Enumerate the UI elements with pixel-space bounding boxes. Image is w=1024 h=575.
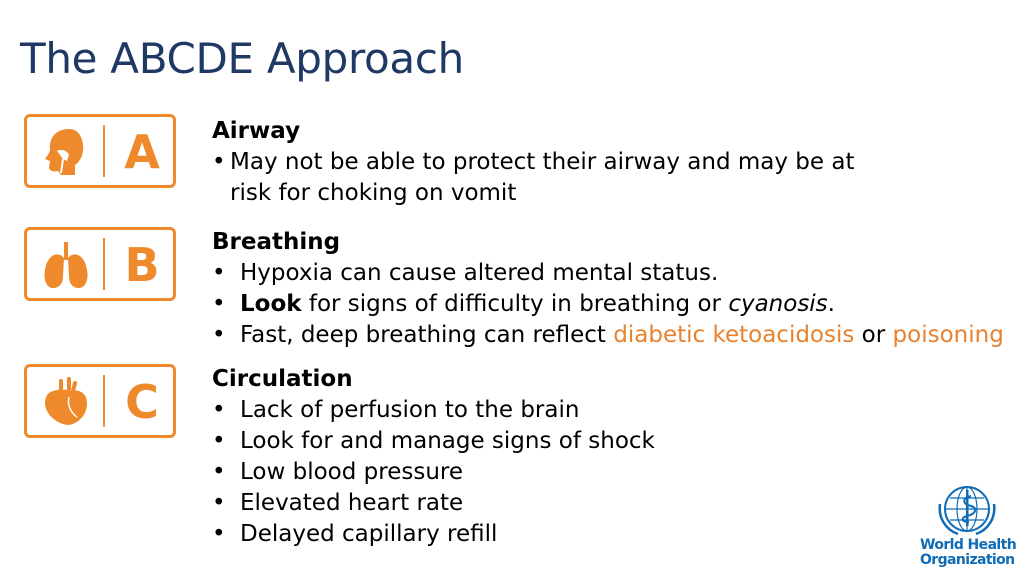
- letter-a: A: [124, 125, 160, 179]
- list-item: • Hypoxia can cause altered mental status.: [212, 258, 1004, 289]
- circulation-heading: Circulation: [212, 366, 353, 392]
- head-airway-icon: [39, 125, 93, 179]
- diabetic-ketoacidosis-term: diabetic ketoacidosis: [613, 322, 855, 348]
- who-logo-text: World Health Organization: [920, 537, 1017, 568]
- slide-title: The ABCDE Approach: [20, 34, 464, 83]
- letter-b: B: [124, 238, 160, 292]
- who-emblem-icon: [938, 484, 996, 536]
- heart-icon: [39, 375, 93, 429]
- poisoning-term: poisoning: [892, 322, 1004, 348]
- list-item: • May not be able to protect their airway and may be at risk for choking on vomit: [212, 147, 880, 209]
- breathing-section: [212, 227, 1004, 351]
- icon-divider: [103, 125, 105, 177]
- list-item: • Lack of perfusion to the brain: [212, 395, 655, 426]
- airway-heading: Airway: [212, 118, 301, 144]
- list-item: • Elevated heart rate: [212, 488, 655, 519]
- who-logo: [920, 484, 1016, 572]
- icon-divider: [103, 375, 105, 427]
- icon-divider: [103, 238, 105, 290]
- circulation-section: [212, 364, 655, 550]
- look-emphasis: Look: [240, 291, 302, 317]
- lungs-icon: [39, 238, 93, 292]
- list-item: • Low blood pressure: [212, 457, 655, 488]
- airway-section: [212, 116, 880, 209]
- circulation-icon-box: [24, 364, 176, 438]
- cyanosis-term: cyanosis: [728, 291, 828, 317]
- letter-c: C: [125, 375, 159, 429]
- list-item: • Look for and manage signs of shock: [212, 426, 655, 457]
- breathing-icon-box: [24, 227, 176, 301]
- list-item: • Look for signs of difficulty in breathing or cyanosis.: [212, 289, 1004, 320]
- list-item: • Fast, deep breathing can reflect diabetic ketoacidosis or poisoning: [212, 320, 1004, 351]
- airway-icon-box: [24, 114, 176, 188]
- breathing-heading: Breathing: [212, 229, 341, 255]
- list-item: • Delayed capillary refill: [212, 519, 655, 550]
